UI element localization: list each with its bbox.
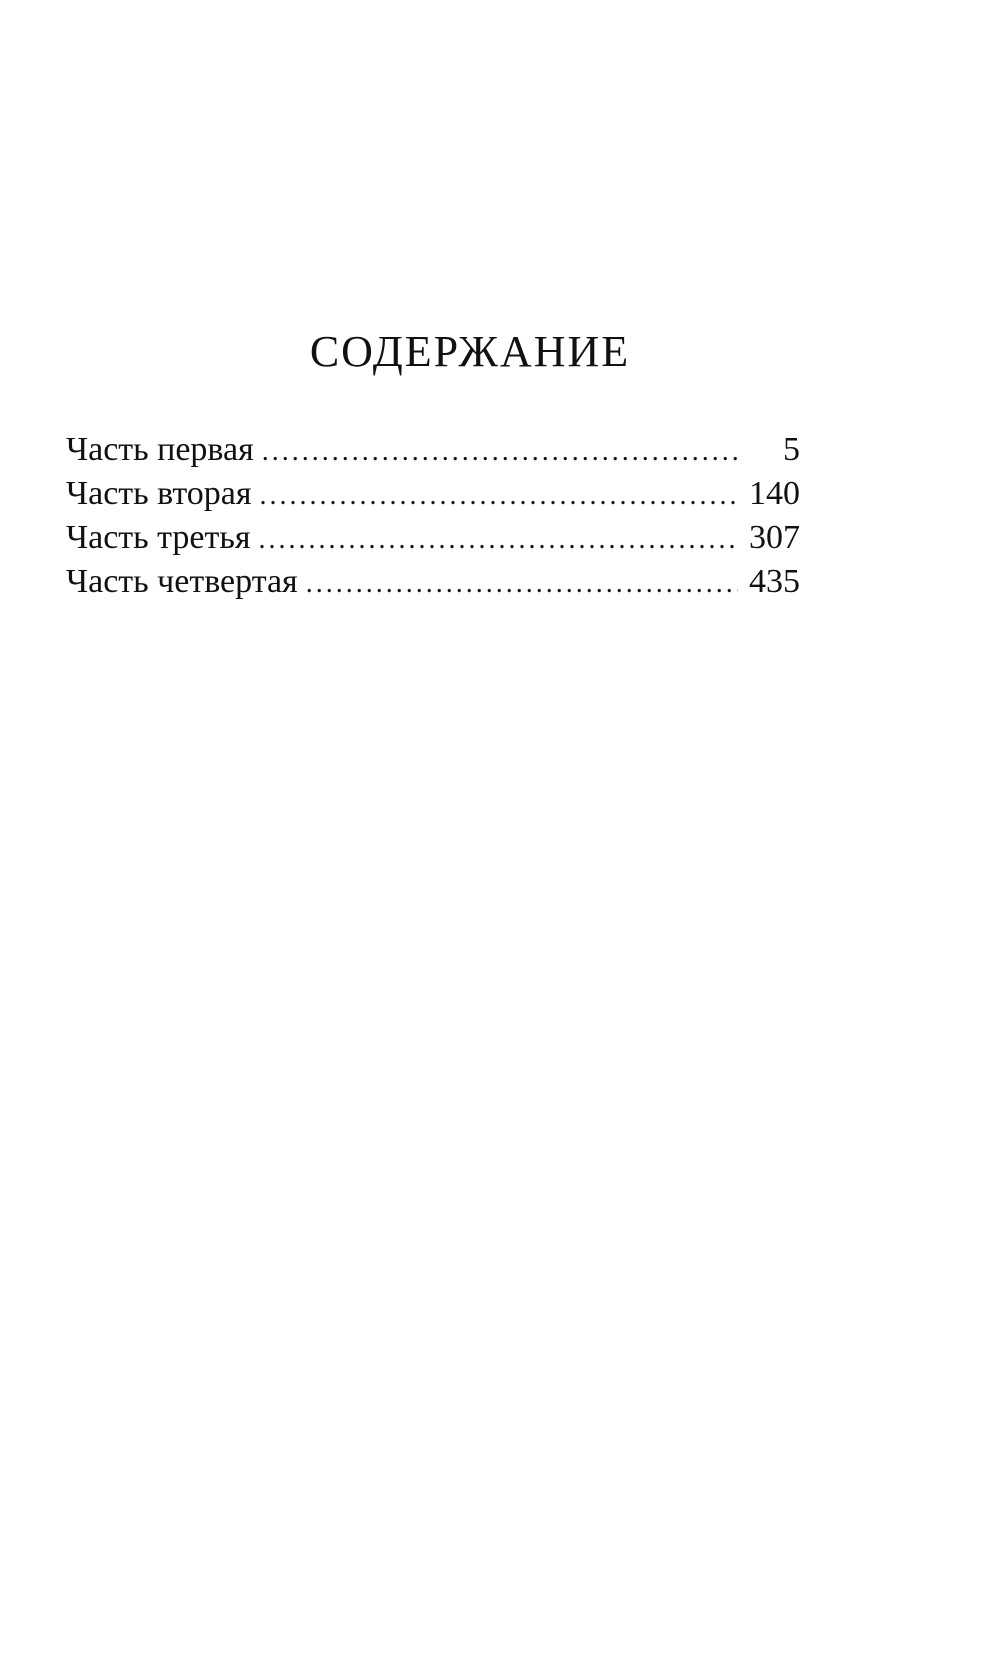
table-of-contents: [66, 428, 800, 604]
toc-entry-label: Часть четвертая: [66, 563, 298, 600]
dot-leader: [306, 562, 738, 606]
dot-leader: [262, 430, 738, 474]
toc-entry-page-number: 435: [749, 563, 800, 600]
toc-entry-label: Часть первая: [66, 431, 254, 468]
toc-entry: [66, 560, 800, 604]
dot-leader: [260, 474, 739, 518]
toc-entry-page-number: 307: [749, 519, 800, 556]
dot-leader: [259, 518, 738, 562]
toc-entry: [66, 516, 800, 560]
toc-entry-label: Часть третья: [66, 519, 251, 556]
toc-entry-page-number: 5: [783, 431, 800, 468]
toc-entry-page-number: 140: [749, 475, 800, 512]
toc-entry: [66, 472, 800, 516]
page-title: СОДЕРЖАНИЕ: [309, 327, 631, 376]
toc-entry: [66, 428, 800, 472]
toc-entry-label: Часть вторая: [66, 475, 252, 512]
